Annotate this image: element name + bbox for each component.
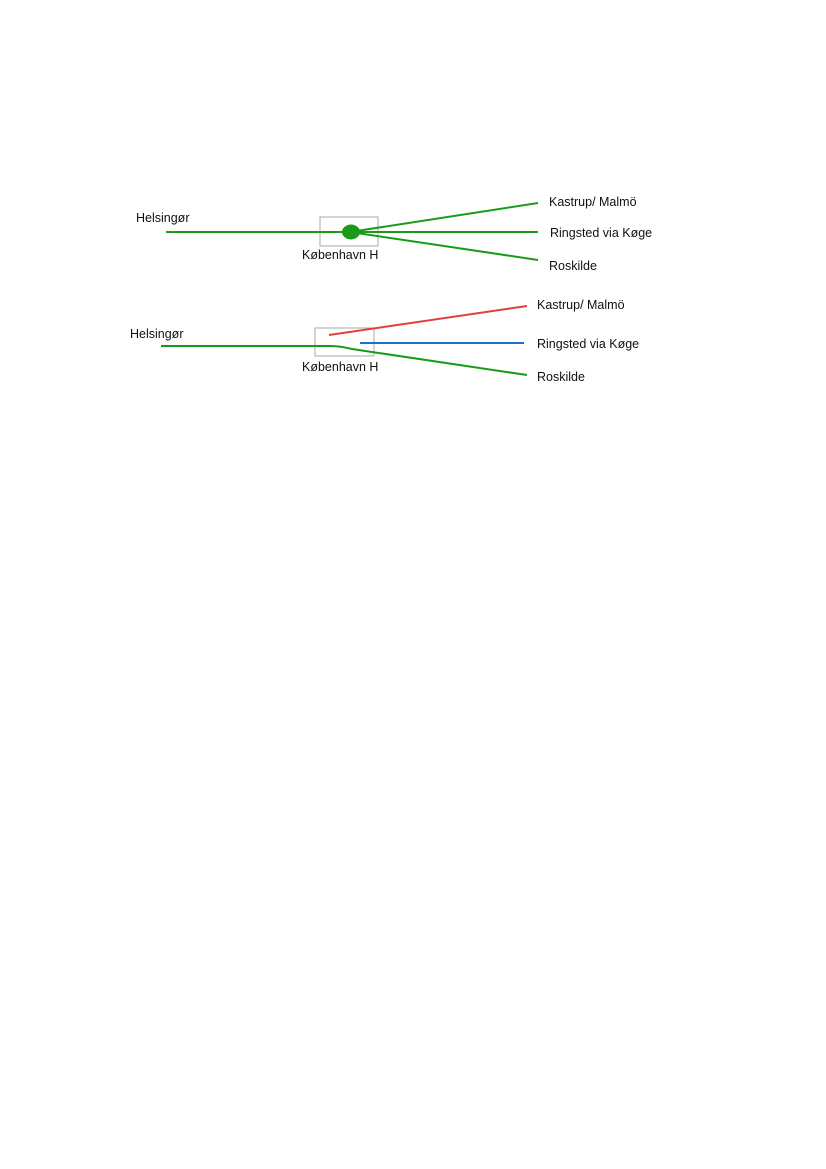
branch-label-kastrup-malmo-2: Kastrup/ Malmö [537, 298, 625, 312]
branch-label-ringsted-1: Ringsted via Køge [550, 226, 653, 240]
origin-label-helsingor-2: Helsingør [130, 327, 184, 341]
station-label-kobenhavn-2: København H [302, 360, 379, 374]
track-kastrup-malmo-2 [329, 306, 527, 335]
diagram-2 [130, 298, 639, 384]
branch-label-kastrup-malmo-1: Kastrup/ Malmö [549, 195, 637, 209]
branch-label-roskilde-2: Roskilde [537, 370, 585, 384]
station-node-kobenhavn [342, 225, 360, 240]
station-label-kobenhavn-1: København H [302, 248, 379, 262]
branch-label-ringsted-2: Ringsted via Køge [537, 337, 640, 351]
branch-label-roskilde-1: Roskilde [549, 259, 597, 273]
diagram-1 [136, 195, 652, 273]
origin-label-helsingor-1: Helsingør [136, 211, 190, 225]
